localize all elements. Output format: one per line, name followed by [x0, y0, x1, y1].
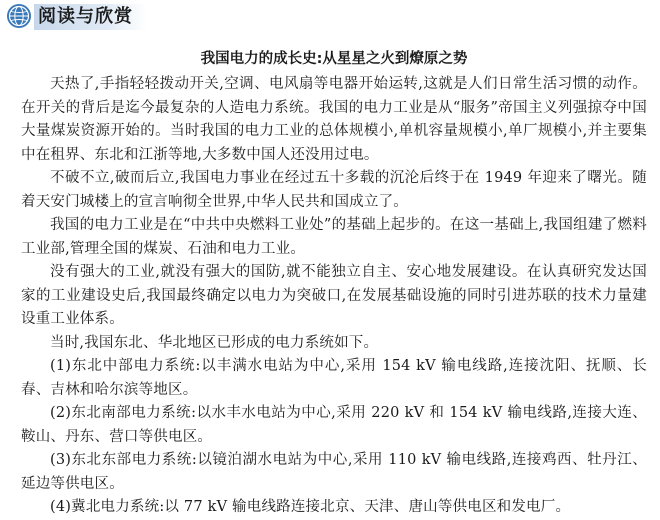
list-item-northeast-east: (3)东北东部电力系统:以镜泊湖水电站为中心,采用 110 kV 输电线路,连接鸡西、牡丹江、延边等供电区。 [21, 452, 647, 492]
section-title: 阅读与欣赏 [34, 4, 147, 30]
article [21, 47, 647, 520]
list-item-northeast-south: (2)东北南部电力系统:以水丰水电站为中心,采用 220 kV 和 154 kV 输电线路,连接大连、鞍山、丹东、营口等供电区。 [21, 405, 647, 445]
list-item-jibei: (4)冀北电力系统:以 77 kV 输电线路连接北京、天津、唐山等供电区和发电厂。 [50, 499, 571, 515]
article-title: 我国电力的成长史:从星星之火到燎原之势 [200, 51, 468, 67]
article-paragraph: 我国的电力工业是在“中共中央燃料工业处”的基础上起步的。在这一基础上,我国组建了燃料工业部,管理全国的煤炭、石油和电力工业。 [21, 217, 647, 257]
globe-badge-icon [6, 3, 32, 29]
article-paragraph: 没有强大的工业,就没有强大的国防,就不能独立自主、安心地发展建设。在认真研究发达国家的工业建设史后,我国最终确定以电力为突破口,在发展基础设施的同时引进苏联的技术力量建设重工业体系。 [21, 264, 647, 327]
section-header [0, 0, 660, 36]
article-paragraph: 当时,我国东北、华北地区已形成的电力系统如下。 [50, 334, 379, 351]
article-paragraph: 不破不立,破而后立,我国电力事业在经过五十多载的沉沦后终于在 1949 年迎来了曙光。随着天安门城楼上的宣言响彻全世界,中华人民共和国成立了。 [21, 170, 647, 210]
article-paragraph: 天热了,手指轻轻拨动开关,空调、电风扇等电器开始运转,这就是人们日常生活习惯的动作。在开关的背后是迄今最复杂的人造电力系统。我国的电力工业是从“服务”帝国主义列强掠夺中国大量煤炭资源开始的。当时我国的电力工业的总体规模小,单机容量规模小,单厂规模小,并主要集中在租界、东北和江浙等地,大多数中国人还没用过电。 [21, 76, 647, 163]
list-item-northeast-central: (1)东北中部电力系统:以丰满水电站为中心,采用 154 kV 输电线路,连接沈阳、抚顺、长春、吉林和哈尔滨等地区。 [21, 358, 647, 398]
